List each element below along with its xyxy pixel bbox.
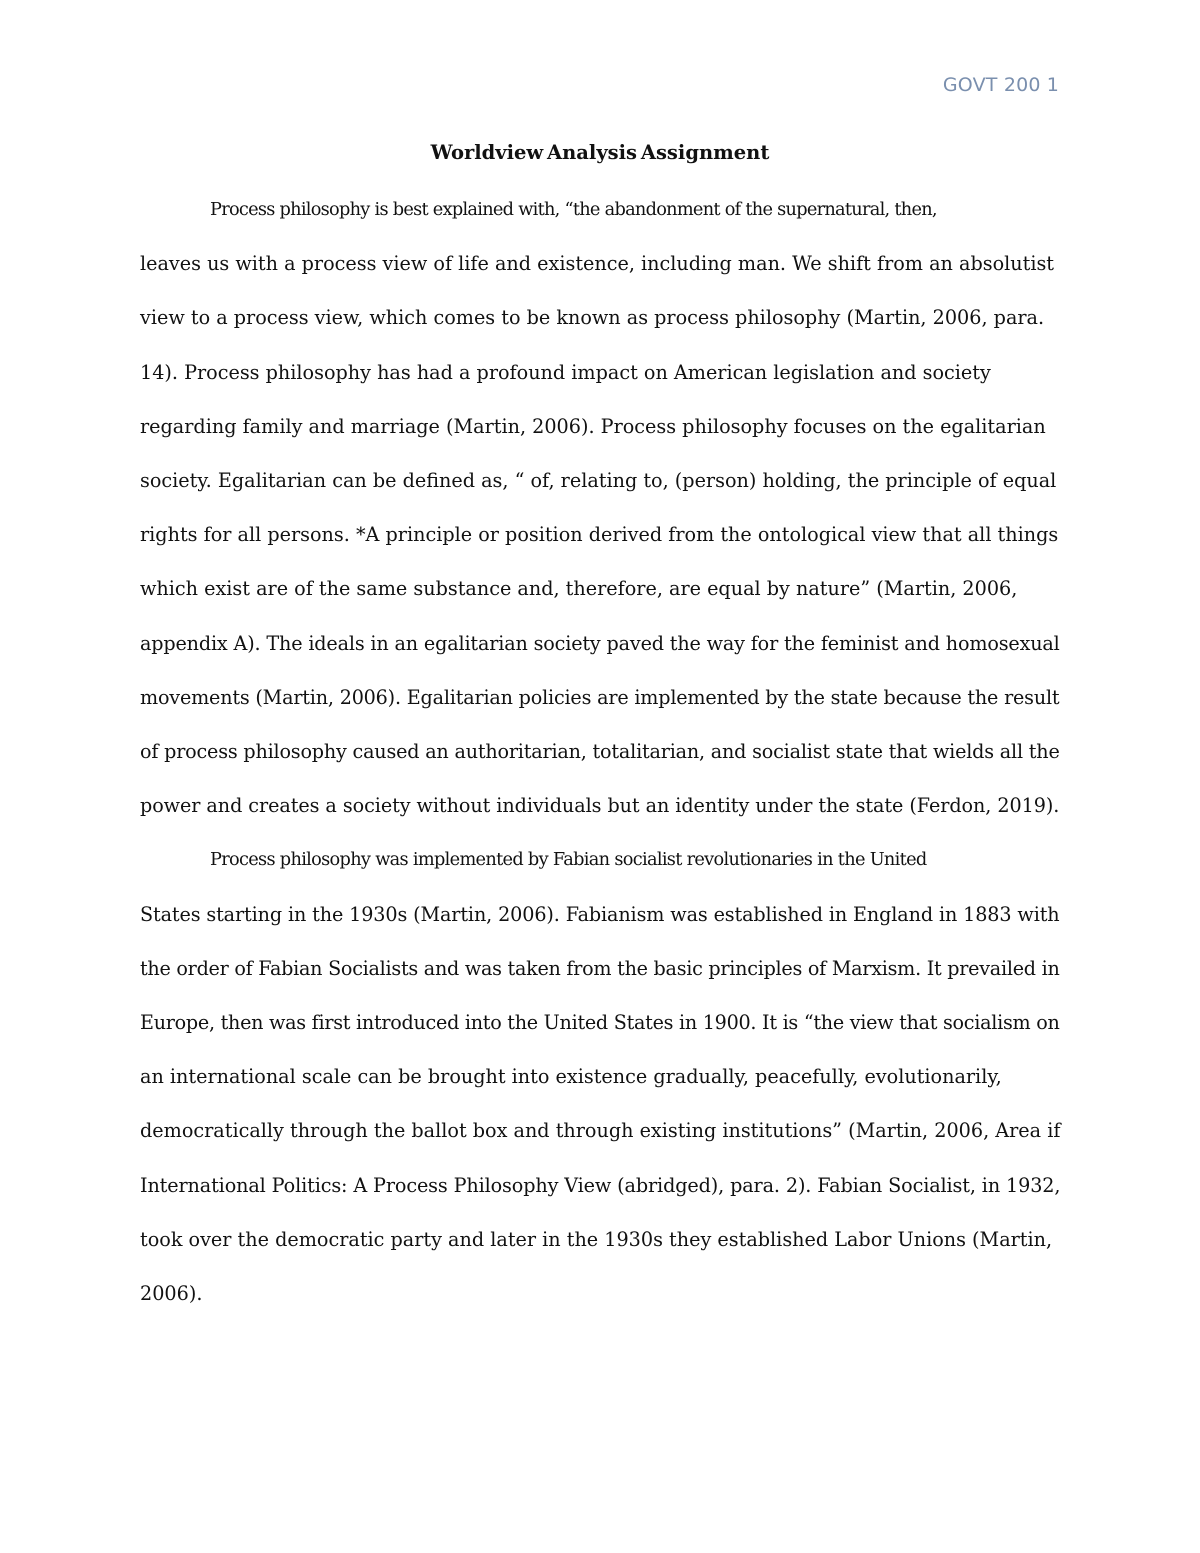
text-line: appendix A). The ideals in an egalitarian society paved the way for the feminist and homosexual: [140, 631, 1060, 655]
text-line: regarding family and marriage (Martin, 2006). Process philosophy focuses on the egalitarian: [140, 414, 1046, 438]
text-line: International Politics: A Process Philosophy View (abridged), para. 2). Fabian Socialist, in 1932,: [140, 1173, 1061, 1197]
text-line: democratically through the ballot box and through existing institutions” (Martin, 2006, Area if: [140, 1119, 1061, 1143]
running-head: [943, 74, 1059, 96]
text-line: Europe, then was first introduced into the United States in 1900. It is “the view that socialism on: [140, 1011, 1060, 1035]
page-number: 1: [1046, 74, 1059, 96]
text-line: an international scale can be brought into existence gradually, peacefully, evolutionarily,: [140, 1065, 1002, 1089]
text-line: Process philosophy is best explained with, “the abandonment of the supernatural, then,: [210, 200, 937, 220]
document-body: [140, 183, 1060, 1321]
text-line: 14). Process philosophy has had a profound impact on American legislation and society: [140, 360, 991, 384]
text-line: movements (Martin, 2006). Egalitarian policies are implemented by the state because the result: [140, 685, 1060, 709]
text-line: society. Egalitarian can be defined as, “ of, relating to, (person) holding, the principle of equal: [140, 469, 1057, 493]
paragraph-2: [140, 833, 1060, 1321]
text-line: Process philosophy was implemented by Fabian socialist revolutionaries in the United: [210, 850, 927, 871]
text-line: view to a process view, which comes to be known as process philosophy (Martin, 2006, para.: [140, 306, 1045, 330]
text-line: States starting in the 1930s (Martin, 2006). Fabianism was established in England in 1883 with: [140, 902, 1060, 926]
text-line: rights for all persons. *A principle or position derived from the ontological view that all things: [140, 523, 1059, 547]
text-line: took over the democratic party and later in the 1930s they established Labor Unions (Martin,: [140, 1227, 1053, 1251]
text-line: 2006).: [140, 1282, 203, 1306]
text-line: which exist are of the same substance and, therefore, are equal by nature” (Martin, 2006,: [140, 577, 1018, 601]
text-line: of process philosophy caused an authoritarian, totalitarian, and socialist state that wields all the: [140, 740, 1060, 764]
text-line: power and creates a society without individuals but an identity under the state (Ferdon, 2019).: [140, 794, 1060, 818]
text-line: the order of Fabian Socialists and was taken from the basic principles of Marxism. It prevailed in: [140, 956, 1060, 980]
text-line: leaves us with a process view of life and existence, including man. We shift from an absolutist: [140, 252, 1055, 276]
paragraph-1: [140, 183, 1060, 833]
document-title: Worldview Analysis Assignment: [430, 141, 770, 164]
running-head-course: GOVT 200: [942, 74, 1041, 96]
